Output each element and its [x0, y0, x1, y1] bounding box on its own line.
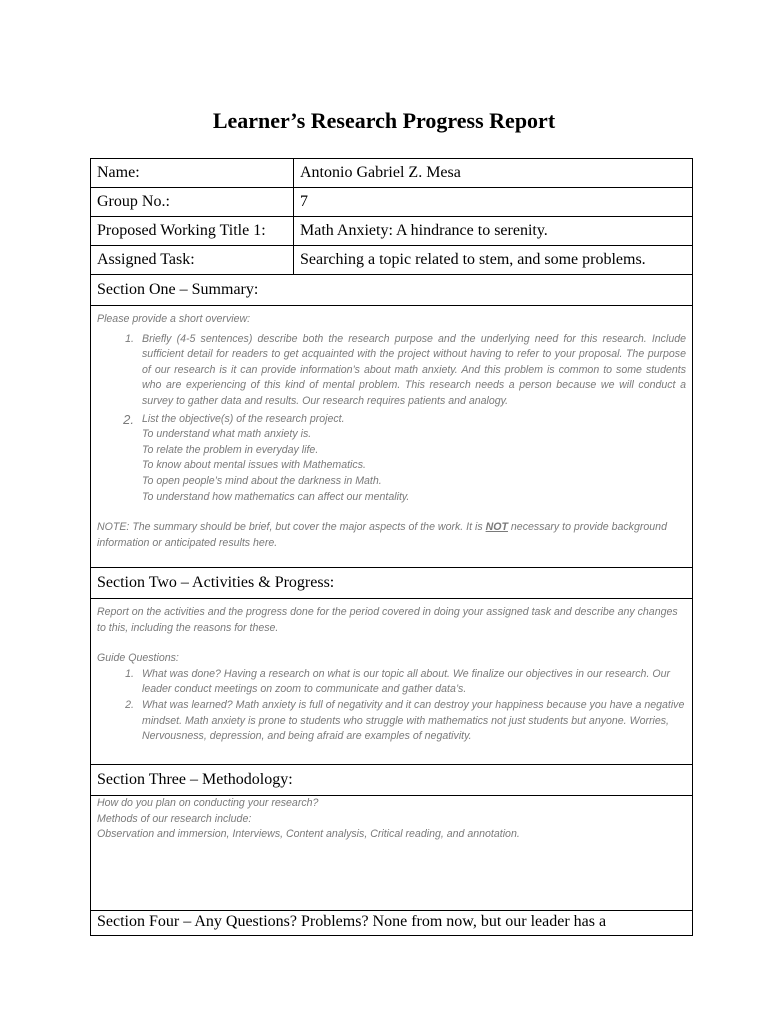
note-text: necessary to provide background information or anticipated results here. — [97, 521, 667, 549]
info-row-task — [91, 246, 692, 275]
summary-note — [97, 520, 686, 551]
page-title: Learner’s Research Progress Report — [212, 108, 556, 133]
section-four-header: Section Four – Any Questions? Problems? None from now, but our leader has a — [97, 913, 607, 930]
name-label: Name: — [91, 159, 294, 187]
objectives-prompt: List the objective(s) of the research project. — [142, 412, 345, 425]
list-item — [97, 667, 686, 698]
working-title-value: Math Anxiety: A hindrance to serenity. — [300, 222, 548, 239]
list-number: 2. — [125, 698, 134, 711]
methodology-line: How do you plan on conducting your research? — [97, 797, 319, 809]
section-one-body — [91, 306, 692, 568]
section-three-header: Section Three – Methodology: — [91, 765, 692, 796]
section-three-body — [91, 796, 692, 911]
objective-line: To understand what math anxiety is. — [142, 428, 312, 441]
question-one-text: What was done? Having a research on what is our topic all about. We finalize our objectives in our research. Our leader conduct meetings on zoom to communicate and gather data’s. — [142, 667, 670, 696]
list-item — [97, 698, 686, 745]
list-item — [97, 332, 686, 410]
methodology-line: Observation and immersion, Interviews, Content analysis, Critical reading, and annotation. — [97, 828, 520, 841]
guide-questions-label: Guide Questions: — [97, 652, 179, 665]
list-number: 2. — [123, 411, 134, 427]
section-one-intro: Please provide a short overview: — [97, 313, 251, 325]
report-table — [90, 158, 693, 936]
objective-line: To relate the problem in everyday life. — [142, 443, 319, 456]
purpose-text: Briefly (4-5 sentences) describe both the research purpose and the underlying need for this research. Include sufficient detail for readers to get acquainted with the project without having to refer to your proposal. The purpose of our research is it can provide information’s about math anxiety. And this problem is common to some students who are experiencing of this kind of mental problem. This research needs a person because we will conduct a survey to gather data and results. Our research requires patients and analogy. — [142, 332, 686, 407]
list-number: 1. — [125, 667, 134, 680]
list-item — [97, 412, 686, 428]
section-two-intro: Report on the activities and the progress done for the period covered in doing your assigned task and describe any changes to this, including the reasons for these. — [97, 606, 678, 634]
objective-line: To understand how mathematics can affect our mentality. — [142, 490, 410, 503]
objective-line: To know about mental issues with Mathematics. — [142, 459, 366, 472]
assigned-task-value: Searching a topic related to stem, and some problems. — [300, 251, 646, 268]
objective-line: To open people’s mind about the darkness in Math. — [142, 474, 382, 487]
note-emphasis: NOT — [485, 521, 508, 534]
info-row-name — [91, 159, 692, 188]
assigned-task-label: Assigned Task: — [91, 246, 294, 274]
methodology-line: Methods of our research include: — [97, 812, 252, 825]
question-two-text: What was learned? Math anxiety is full of negativity and it can destroy your happiness because you have a negative mindset. Math anxiety is prone to students who struggle with mathematics not just students but anyone. Worries, Nervousness, depression, and being afraid are examples of negativity. — [142, 698, 685, 743]
section-one-header: Section One – Summary: — [91, 275, 692, 306]
list-number: 1. — [125, 332, 134, 345]
group-label: Group No.: — [91, 188, 294, 216]
section-two-body — [91, 599, 692, 765]
group-value: 7 — [300, 193, 308, 210]
name-value: Antonio Gabriel Z. Mesa — [300, 164, 461, 181]
info-row-group — [91, 188, 692, 217]
info-row-title — [91, 217, 692, 246]
note-text: NOTE: The summary should be brief, but cover the major aspects of the work. It is — [97, 521, 486, 534]
working-title-label: Proposed Working Title 1: — [91, 217, 294, 245]
section-two-header: Section Two – Activities & Progress: — [91, 568, 692, 599]
